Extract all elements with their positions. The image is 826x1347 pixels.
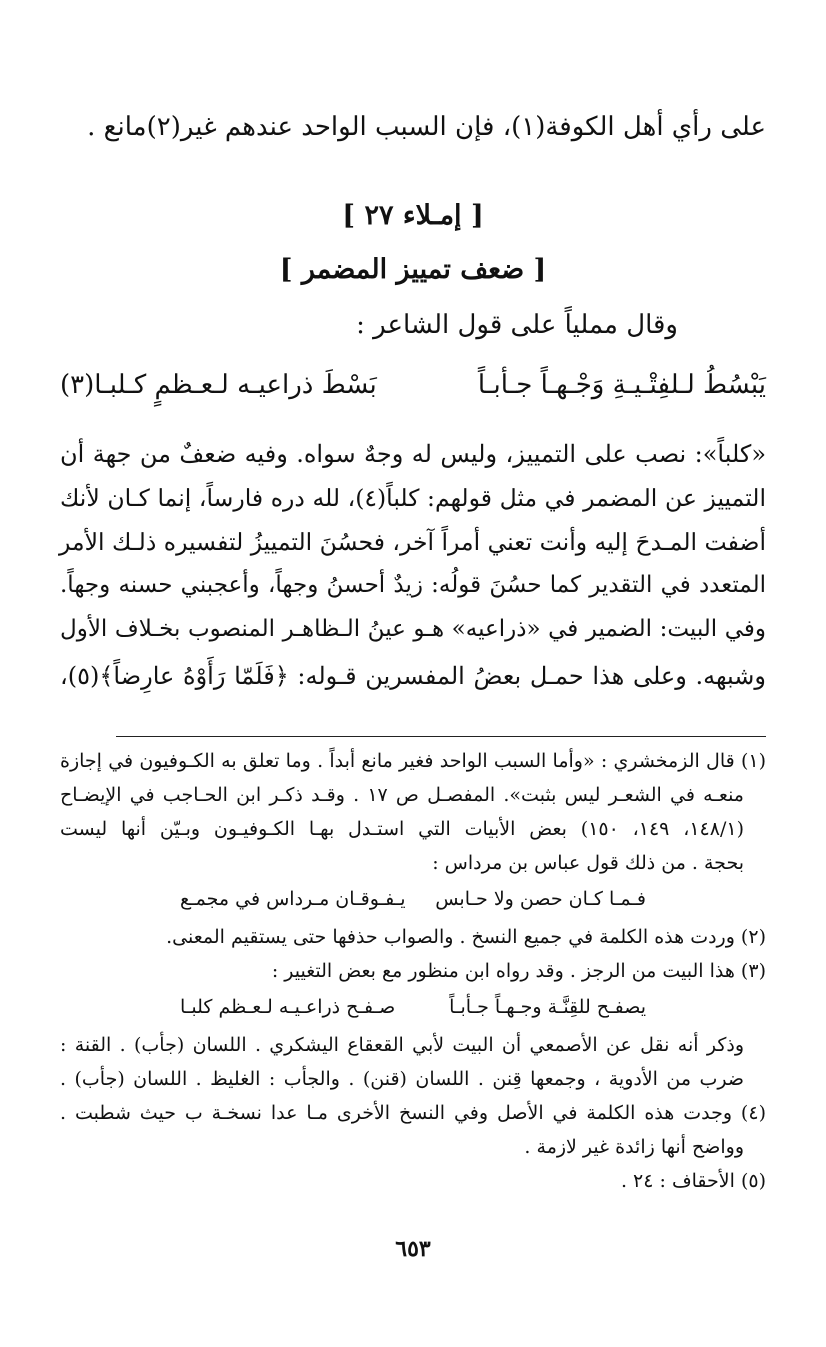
- speaker-line: وقال مملياً على قول الشاعر :: [356, 310, 678, 340]
- body-line: المتعدد في التقدير كما حسُنَ قولُه: زيدٌ أحسنُ وجهاً، وأعجبني حسنه وجهاً.: [60, 572, 766, 598]
- footnote-divider: [116, 736, 766, 737]
- body-line: «كلباً»: نصب على التمييز، وليس له وجهٌ سواه. وفيه ضعفٌ من جهة أن: [60, 440, 766, 468]
- body-line: أضفت المـدحَ إليه وأنت تعني أمراً آخر، فحسُنَ التمييزُ لتفسيره ذلـك الأمر: [59, 528, 766, 556]
- page-number: ٦٥٣: [395, 1236, 431, 1262]
- footnote-3-verse: [180, 996, 646, 1026]
- footnote-4-line: (٤) وجدت هذه الكلمة في الأصل وفي النسخ الأخرى مـا عدا نسخـة ب حيث شطبت .: [60, 1102, 766, 1124]
- footnote-3: (٣) هذا البيت من الرجز . وقد رواه ابن منظور مع بعض التغيير :: [271, 960, 766, 982]
- footnote-3-line: ضرب من الأدوية ، وجمعها قِنن . اللسان (قنن) . والجأب : الغليظ . اللسان (جأب) .: [60, 1068, 744, 1090]
- footnote-1-line: (١) قال الزمخشري : «وأما السبب الواحد فغير مانع أبداً . وما تعلق به الكـوفيون في إجازة: [60, 750, 766, 772]
- footnote-3-verse-second: صـفـح ذراعـيـه لـعـظم كلبـا: [180, 996, 396, 1018]
- footnote-1-verse-second: يـفـوقـان مـرداس في مجمـع: [180, 888, 406, 910]
- footnote-1-verse-first: فـمـا كـان حصن ولا حـابس: [435, 888, 646, 910]
- body-line: وفي البيت: الضمير في «ذراعيه» هـو عينُ الـظاهـر المنصوب بخـلاف الأول: [60, 616, 766, 642]
- footnote-3-line: وذكر أنه نقل عن الأصمعي أن البيت لأبي القعقاع اليشكري . اللسان (جأب) . القنة :: [60, 1034, 744, 1056]
- book-page: [60, 0, 766, 1347]
- footnote-5: (٥) الأحقاف : ٢٤ .: [620, 1170, 766, 1192]
- footnote-1-line: (١٤٨/١، ١٤٩، ١٥٠) بعض الأبيات التي استـدل بهـا الكـوفيـون وبـيّن أنها ليست: [60, 818, 744, 840]
- footnote-1-line: منعـه في الشعـر ليس بثبت». المفصـل ص ١٧ . وقـد ذكـر ابن الحـاجب في الإيضـاح: [60, 784, 744, 806]
- body-line: التمييز عن المضمر في مثل قولهم: كلباً(٤)، لله دره فارساً، إنما كـان لأنك: [60, 484, 766, 512]
- verse-second-hemistich: بَسْطَ ذراعيـه لـعـظمٍ كـلبـا(٣): [60, 370, 377, 400]
- verse-first-hemistich: يَبْسُطُ لـلفِتْـيـةِ وَجْـهـاً جـأبـاً: [477, 370, 766, 400]
- footnote-3-verse-first: يصفـح للقِنَّـة وجـهـاً جـأبـاً: [449, 996, 646, 1018]
- footnote-1-verse: [180, 888, 646, 918]
- topic-heading: [ ضعف تمييز المضمر ]: [279, 254, 547, 285]
- footnote-1-line: بحجة . من ذلك قول عباس بن مرداس :: [432, 852, 744, 874]
- intro-line: على رأي أهل الكوفة(١)، فإن السبب الواحد عندهم غير(٢)مانع .: [87, 112, 766, 142]
- footnote-2: (٢) وردت هذه الكلمة في جميع النسخ . والصواب حذفها حتى يستقيم المعنى.: [166, 926, 766, 948]
- imla-heading: [ إمـلاء ٢٧ ]: [342, 200, 484, 231]
- main-verse: [60, 370, 766, 410]
- body-line: وشبهه. وعلى هذا حمـل بعضُ المفسرين قـوله: ﴿فَلَمّا رَأَوْهُ عارِضاً﴾(٥)،: [60, 662, 766, 690]
- footnote-4-line: وواضح أنها زائدة غير لازمة .: [524, 1136, 744, 1158]
